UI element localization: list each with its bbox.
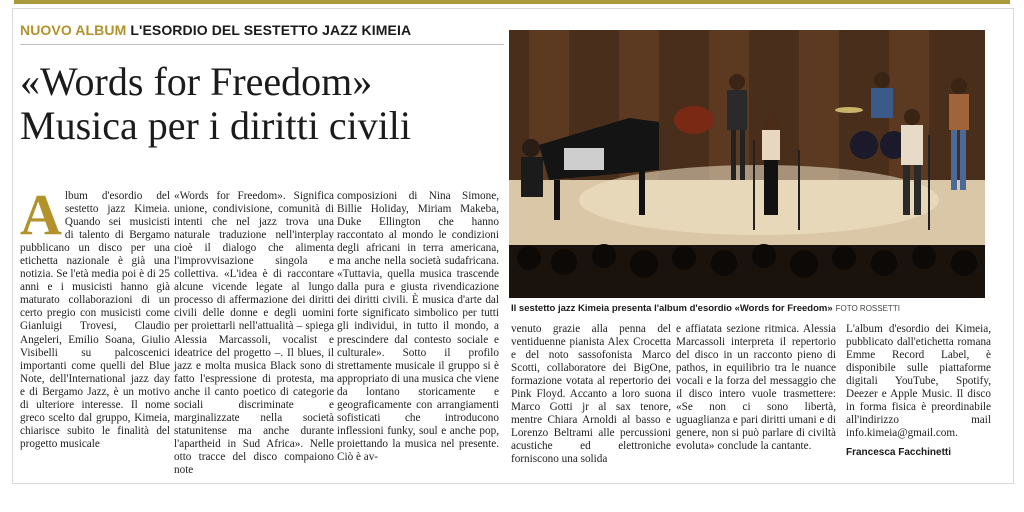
headline-line-1: «Words for Freedom» xyxy=(20,59,373,104)
kicker-text: L'ESORDIO DEL SESTETTO JAZZ KIMEIA xyxy=(130,22,412,38)
body-column-6: L'album d'esordio dei Kimeia, pubblicato dall'etichetta romana Emme Record Label, è disponibile sulle piattaforme digitali YouTube, Spotify, Deezer e Apple Music. Il disco in forma fisica è preordinabile all'indirizzo mail info.kimeia@gmail.com. xyxy=(846,323,991,440)
top-rule xyxy=(14,0,1010,4)
headline-line-2: Musica per i diritti civili xyxy=(20,103,412,148)
body-column-4: venuto grazie alla penna del ventiduenne pianista Alex Crocetta e del noto sassofonista Marco Scotti, collaboratore dei BigOne, formazione votata al repertorio dei Pink Floyd. Accanto a loro suona Marco Gotti jr al sax tenore, mentre Chiara Arnoldi al basso e Lorenzo Beltrami alle percussioni acustiche ed elettroniche forniscono una solida xyxy=(511,323,671,466)
concert-illustration xyxy=(509,30,985,298)
photo-credit: FOTO ROSSETTI xyxy=(835,304,900,313)
author-byline: Francesca Facchinetti xyxy=(846,447,952,458)
body-text-1: lbum d'esordio del sestetto jazz Kimeia. Quando sei musicisti di talento di Bergamo pubblicano un disco per una etichetta nazionale è già una notizia. Se l'età media poi è di 25 anni e i musicisti hanno già maturato collaborazioni di un certo pregio con musicisti come Gianluigi Trovesi, Claudio Angeleri, Emilio Soana, Giulio Visibelli su palcoscenici importanti come quelli del Blue Note, dell'International jazz day e di Bergamo Jazz, è un motivo di ulteriore interesse. Il nome greco scelto dal gruppo, Kimeia, chiarisce subito le finalità del progetto musicale xyxy=(20,190,170,450)
caption-text: Il sestetto jazz Kimeia presenta l'album d'esordio «Words for Freedom» xyxy=(511,303,833,314)
kicker-divider xyxy=(20,44,504,45)
body-column-2: «Words for Freedom». Significa unione, condivisione, comunità di intenti che nel jazz trova una naturale traduzione nell'interplay cioè il dialogo che alimenta l'improvvisazione singola e collettiva. «L'idea è di raccontare alcune vicende legate al lungo processo di affermazione dei diritti civili delle donne e degli uomini per proiettarli nell'attualità – spiega Alessia Marcassoli, vocalist e ideatrice del progetto –. Il blues, il jazz e molta musica Black sono di fatto l'espressione di protesta, ma anche il canto poetico di categorie sociali discriminate e marginalizzate nella società statunitense ma anche durante l'apartheid in Sud Africa». Nelle otto tracce del disco compaiono note xyxy=(174,190,334,476)
photo-caption xyxy=(511,303,991,314)
kicker xyxy=(20,22,411,38)
body-column-1 xyxy=(20,182,170,451)
body-column-3: composizioni di Nina Simone, Billie Holiday, Miriam Makeba, Duke Ellington che hanno raccontato al mondo le condizioni degli africani in terra americana, ma anche nella società sudafricana. «Tuttavia, quella musica trascende dalla pura e giusta rivendicazione dei diritti civili. È musica d'arte dal forte significato simbolico per tutti gli individui, in tutto il mondo, a prescindere dal contesto sociale e culturale». Sotto il profilo strettamente musicale il gruppo si è appropriato di una musica che viene da lontano storicamente e geograficamente con arrangiamenti sofisticati che introducono inflessioni funky, soul e anche pop, proiettando la musica nel presente. Ciò è av- xyxy=(337,190,499,463)
kicker-label: NUOVO ALBUM xyxy=(20,22,127,38)
body-column-5: e affiatata sezione ritmica. Alessia Marcassoli interpreta il repertorio del disco in un racconto pieno di pathos, in equilibrio tra le nuance vocali e la forza del messaggio che il disco intero vuole trasmettere: «Se non ci sono libertà, uguaglianza e pari diritti umani e di genere, non si può parlare di civiltà evoluta» conclude la cantante. xyxy=(676,323,836,453)
drop-cap: A xyxy=(20,182,62,247)
concert-photo xyxy=(509,30,985,298)
headline xyxy=(20,60,506,148)
